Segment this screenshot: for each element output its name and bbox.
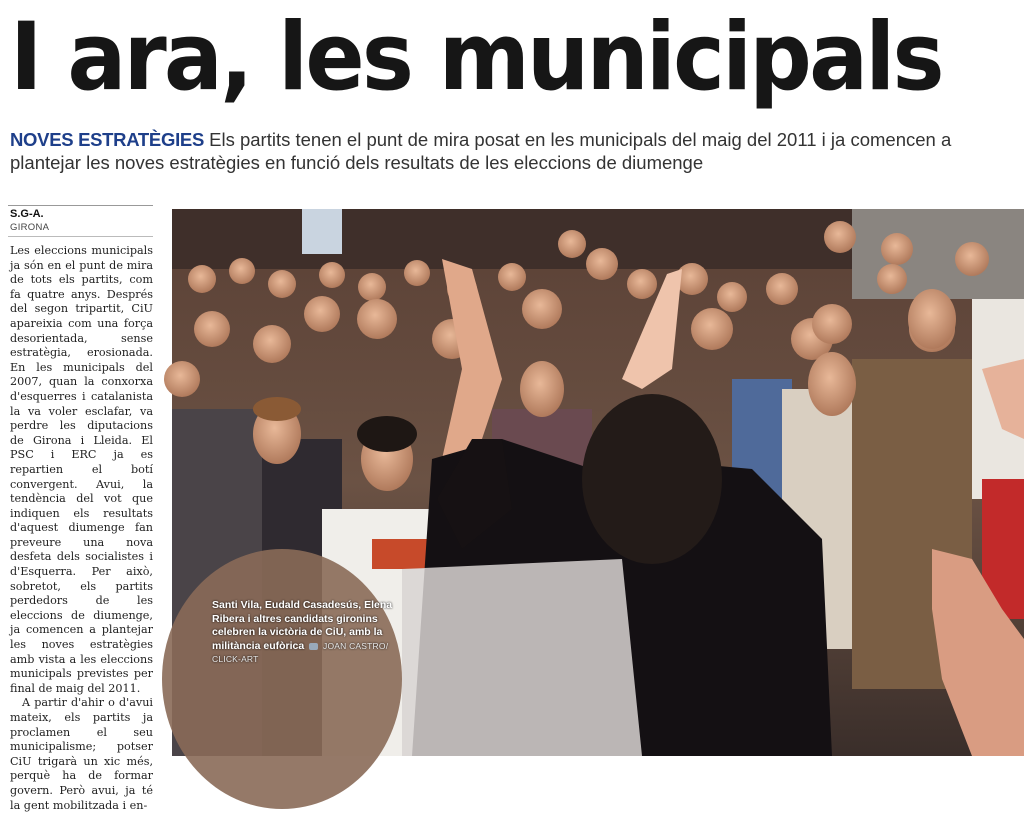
body-paragraph: A partir d'ahir o d'avui mateix, els partits ja proclamen el seu municipalisme; potser CiU trigarà un xic més, perquè ha de formar govern. Però avui, ja té la gent mobilitzada i en- [10, 696, 153, 812]
lead-paragraph [10, 128, 1010, 174]
crowd-celebration-photo [172, 209, 1024, 756]
column-rule [8, 205, 153, 206]
kicker: NOVES ESTRATÈGIES [10, 129, 204, 150]
body-paragraph: Les eleccions municipals ja són en el punt de mira de tots els partits, com fa quatre anys. Després del segon tripartit, CiU apareixia com una força desorientada, sense estratègia, erosionada. En les municipals del 2007, quan la conxorxa d'esquerres i catalanista la va voler esclafar, va perdre les diputacions de Girona i Lleida. El PSC i ERC ja es repartien el botí convergent. Avui, la tendència del vot que indiquen els resultats d'aquest diumenge fan preveure una nova desfeta dels socialistes i d'Esquerra. Per això, sobretot, els partits perdedors de les eleccions de diumenge, ja comencen a plantejar les noves estratègies amb vista a les eleccions municipals previstes per final de maig del 2011. [10, 244, 153, 695]
byline: S.G-A. [10, 208, 44, 220]
photo-credit: JOAN CASTRO/ CLICK-ART [212, 640, 389, 665]
dateline-location: GIRONA [10, 222, 50, 233]
lead-text: Els partits tenen el punt de mira posat en les municipals del maig del 2011 i ja comencen a plantejar les noves estratègies en funció dels resultats de les eleccions de diumenge [10, 129, 952, 173]
column-rule-lower [8, 236, 153, 237]
caption-text: Santi Vila, Eudald Casadesús, Elena Ribera i altres candidats gironins celebren la victòria de CiU, amb la militància eufòrica [212, 599, 393, 652]
news-photo [172, 209, 1024, 756]
article-body [10, 244, 153, 812]
camera-icon [309, 643, 318, 650]
photo-caption [212, 599, 412, 667]
headline: I ara, les municipals [10, 3, 942, 112]
